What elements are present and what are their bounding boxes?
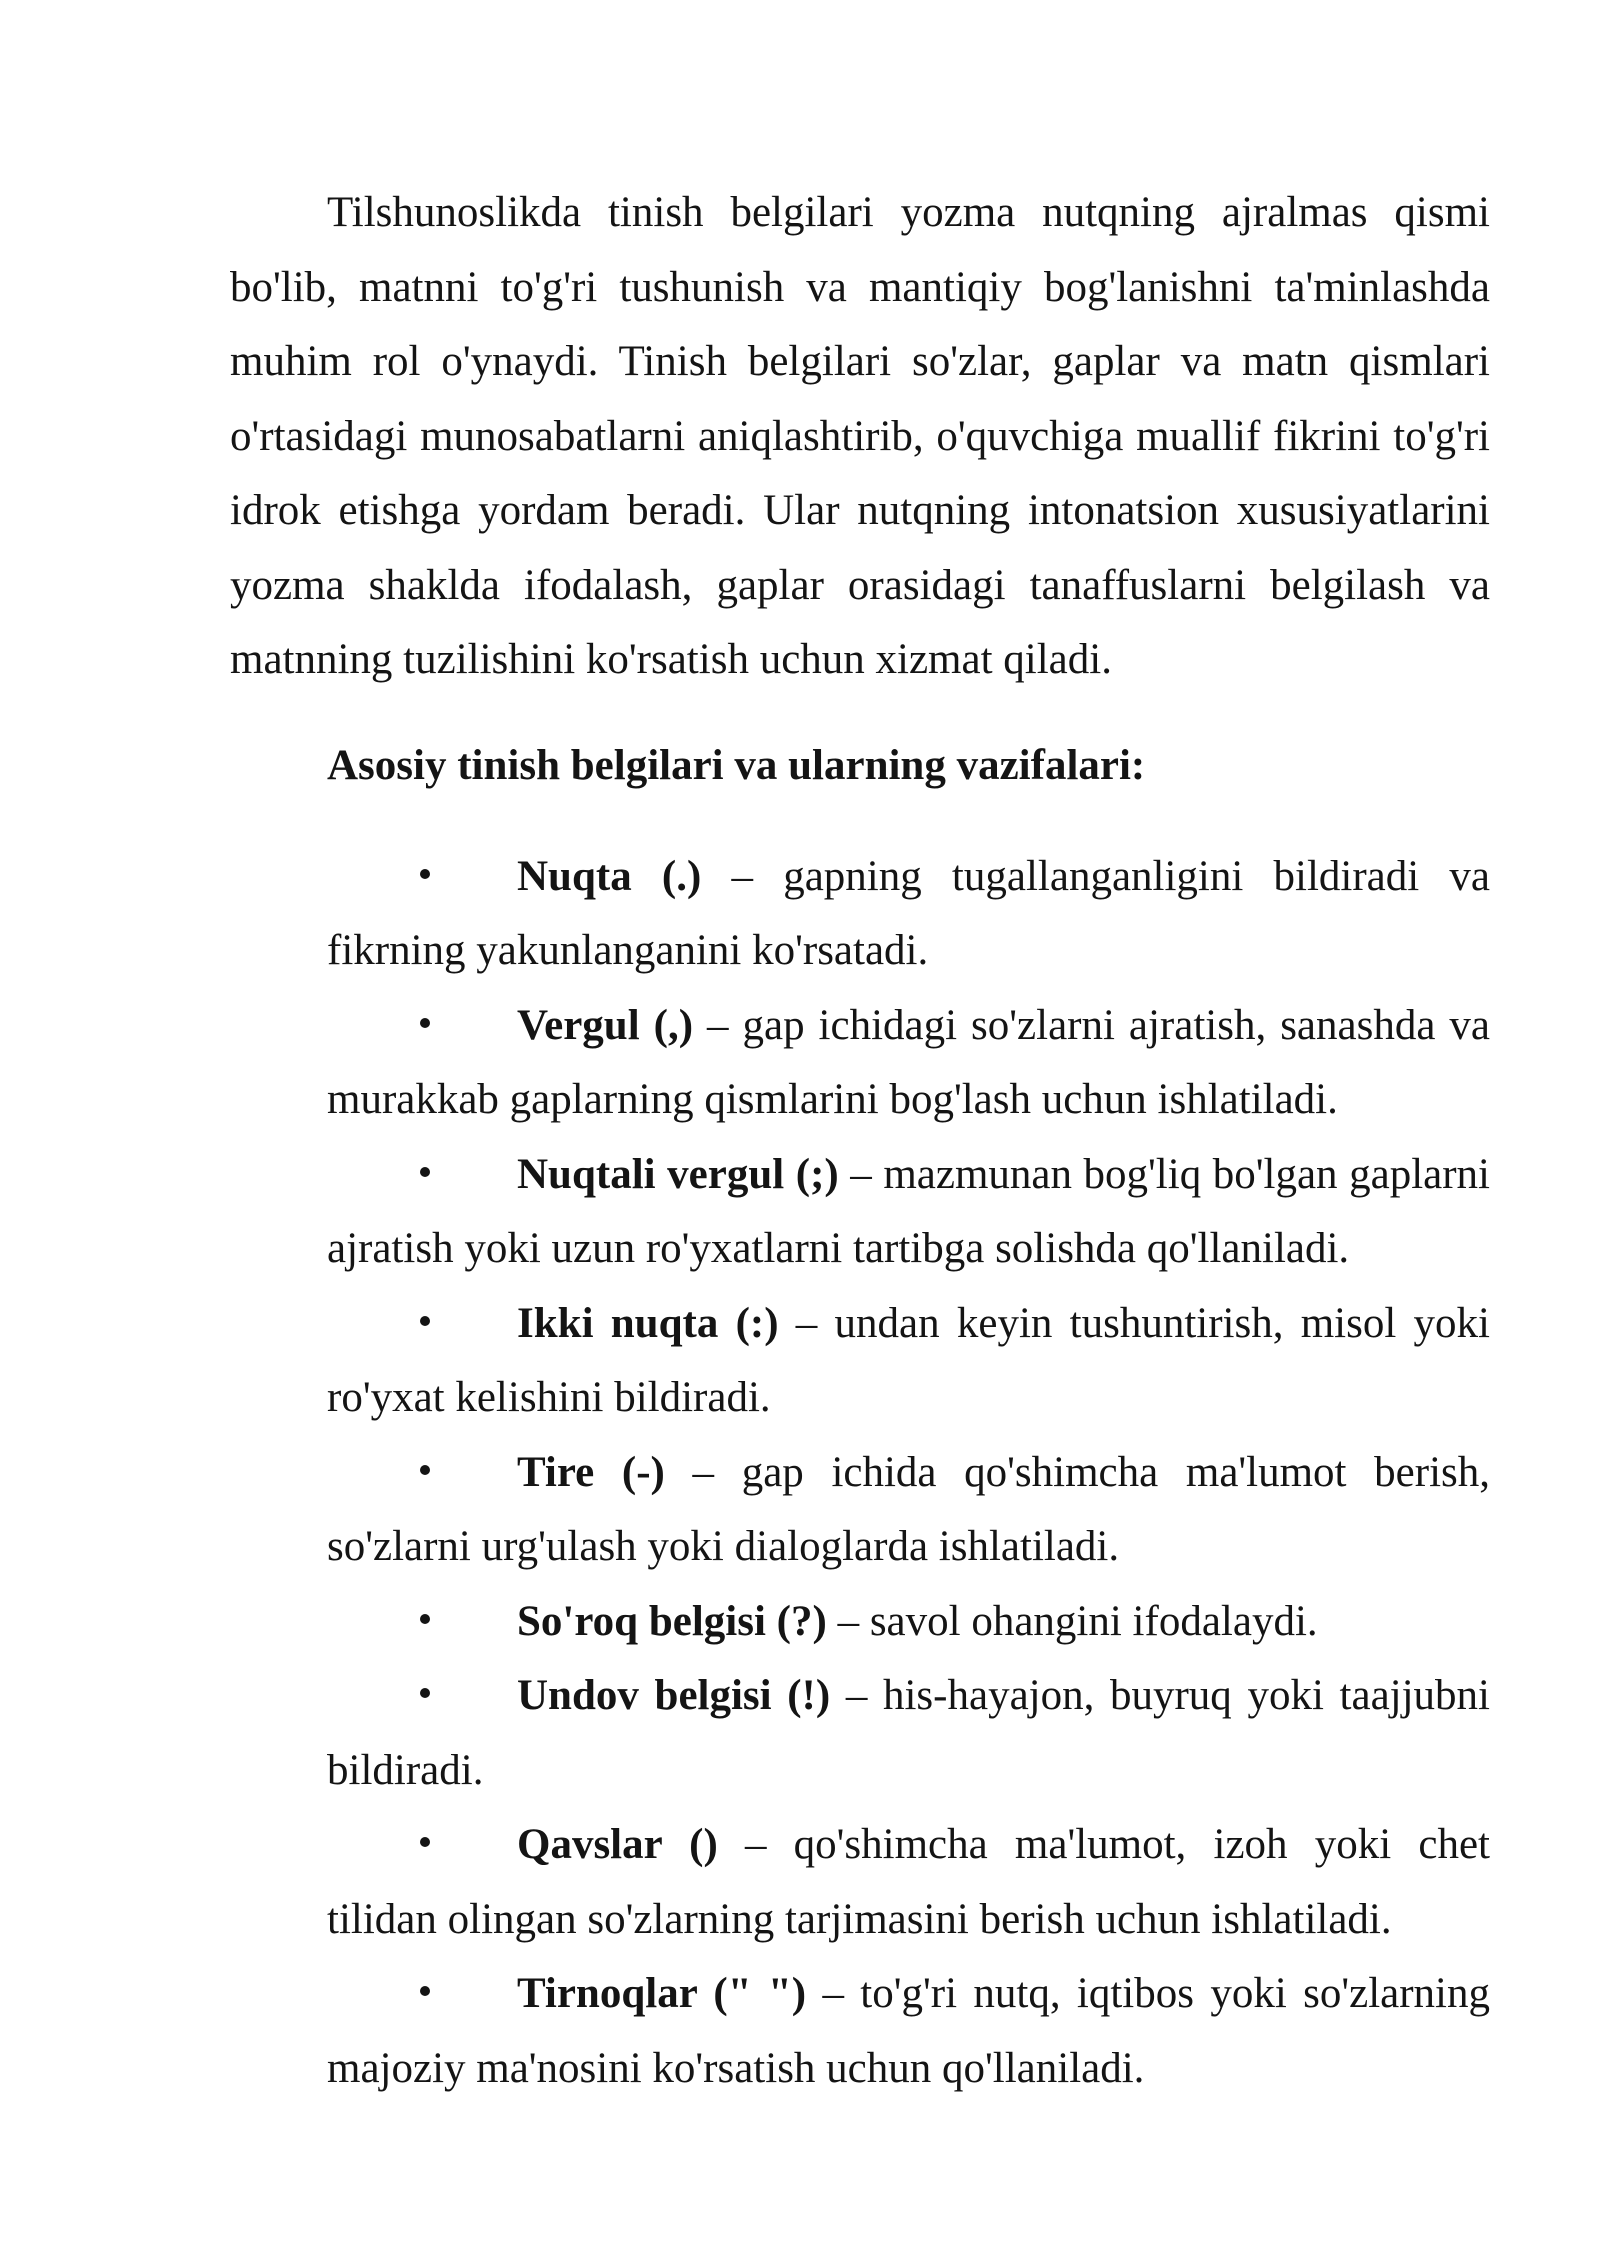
item-term: So'roq belgisi (?) xyxy=(517,1597,827,1645)
bullet-icon xyxy=(420,1688,430,1698)
bullet-icon xyxy=(420,1018,430,1028)
item-description: – undan keyin tushuntirish, misol yoki ro'yxat kelishini bildiradi. xyxy=(327,1299,1490,1421)
item-description: – gap ichidagi so'zlarni ajratish, sanashda va murakkab gaplarning qismlarini bog'lash uchun ishlatiladi. xyxy=(327,1001,1490,1123)
item-description: – gap ichida qo'shimcha ma'lumot berish, so'zlarni urg'ulash yoki dialoglarda ishlatiladi. xyxy=(327,1448,1491,1570)
item-term: Tirnoqlar (" ") xyxy=(517,1970,807,2017)
punctuation-list xyxy=(230,840,1490,2107)
item-description: – qo'shimcha ma'lumot, izoh yoki chet tilidan olingan so'zlarning tarjimasini berish uchun ishlatiladi. xyxy=(327,1821,1490,1943)
item-description: – gapning tugallanganligini bildiradi va fikrning yakunlanganini ko'rsatadi. xyxy=(327,852,1490,974)
list-item xyxy=(327,1138,1490,1287)
item-term: Nuqtali vergul (;) xyxy=(517,1150,839,1198)
item-term: Qavslar () xyxy=(517,1821,718,1868)
item-description: – to'g'ri nutq, iqtibos yoki so'zlarning majoziy ma'nosini ko'rsatish uchun qo'llaniladi. xyxy=(327,1970,1490,2092)
item-term: Undov belgisi (!) xyxy=(517,1672,831,1719)
section-heading: Asosiy tinish belgilari va ularning vazifalari: xyxy=(327,741,1146,789)
bullet-icon xyxy=(420,1465,430,1475)
item-term: Vergul (,) xyxy=(517,1001,694,1049)
item-description: – mazmunan bog'liq bo'lgan gaplarni ajratish yoki uzun ro'yxatlarni tartibga solishda qo'llaniladi. xyxy=(327,1150,1490,1272)
item-term: Tire (-) xyxy=(517,1448,665,1496)
bullet-icon xyxy=(420,1614,430,1624)
bullet-icon xyxy=(420,1167,430,1177)
document-body xyxy=(230,176,1490,2106)
bullet-icon xyxy=(420,869,430,879)
list-item xyxy=(327,1957,1490,2106)
list-item xyxy=(327,989,1490,1138)
list-item xyxy=(327,1808,1490,1957)
intro-paragraph: Tilshunoslikda tinish belgilari yozma nutqning ajralmas qismi bo'lib, matnni to'g'ri tushunish va mantiqiy bog'lanishni ta'minlashda muhim rol o'ynaydi. Tinish belgilari so'zlar, gaplar va matn qismlari o'rtasidagi munosabatlarni aniqlashtirib, o'quvchiga muallif fikrini to'g'ri idrok etishga yordam beradi. Ular nutqning intonatsion xususiyatlarini yozma shaklda ifodalash, gaplar orasidagi tanaffuslarni belgilash va matnning tuzilishini ko'rsatish uchun xizmat qiladi. xyxy=(230,189,1490,683)
item-description: – savol ohangini ifodalaydi. xyxy=(826,1597,1318,1645)
bullet-icon xyxy=(420,1837,430,1847)
item-term: Ikki nuqta (:) xyxy=(517,1299,779,1347)
list-item xyxy=(327,840,1490,989)
bullet-icon xyxy=(420,1986,430,1996)
item-term: Nuqta (.) xyxy=(517,852,702,900)
list-item xyxy=(327,1659,1490,1808)
item-description: – his-hayajon, buyruq yoki taajjubni bildiradi. xyxy=(327,1672,1490,1794)
list-item xyxy=(327,1585,1490,1660)
bullet-icon xyxy=(420,1316,430,1326)
list-item xyxy=(327,1287,1490,1436)
list-item xyxy=(327,1436,1490,1585)
